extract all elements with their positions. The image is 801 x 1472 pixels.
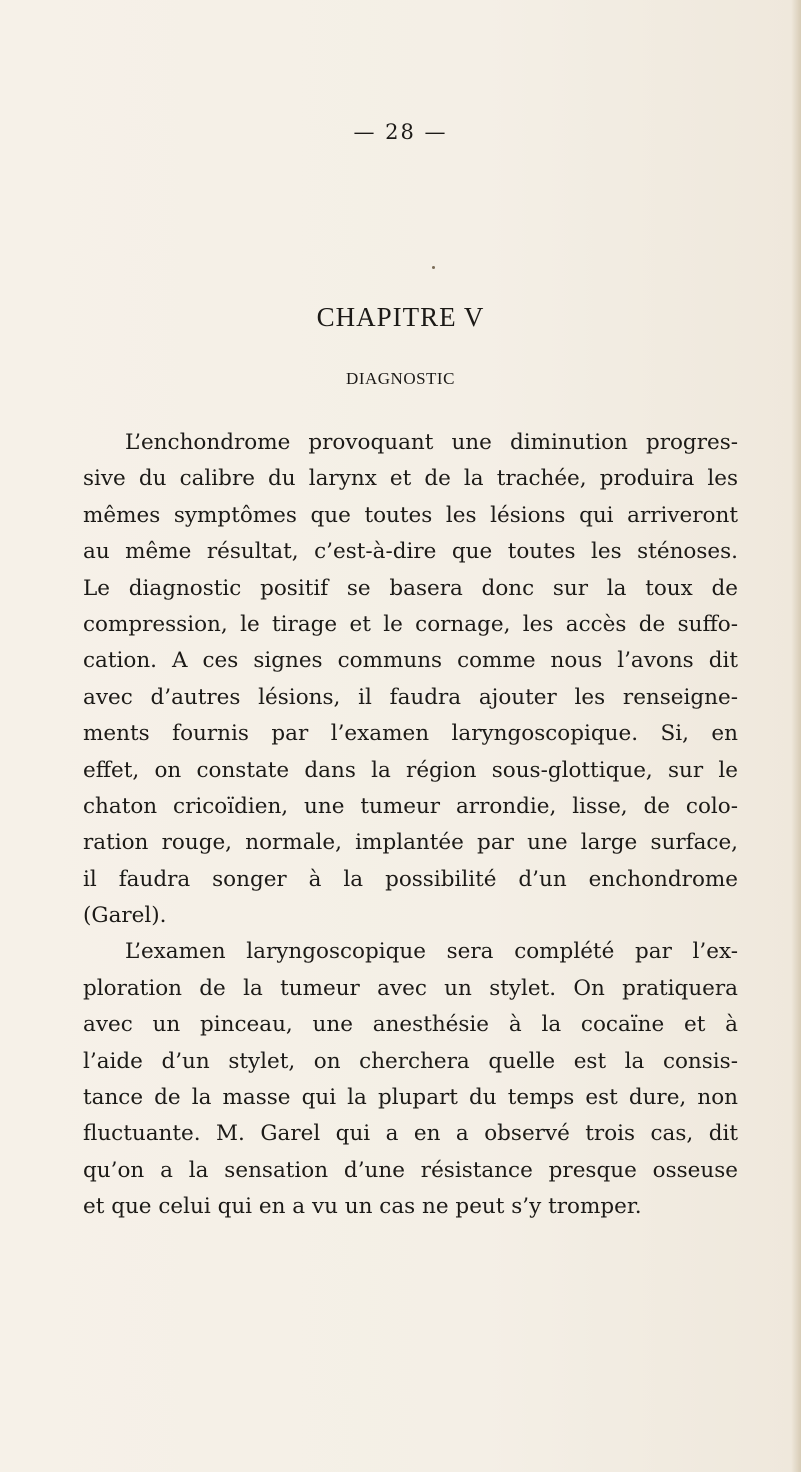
text-line: ration rouge, normale, implantée par une large surface,	[83, 830, 738, 856]
text-line: et que celui qui en a vu un cas ne peut s’y tromper.	[83, 1194, 642, 1220]
text-line: fluctuante. M. Garel qui a en a observé trois cas, dit	[83, 1121, 738, 1147]
text-line: avec un pinceau, une anesthésie à la cocaïne et à	[83, 1012, 738, 1038]
page-edge-shadow	[791, 0, 801, 1472]
text-line: ploration de la tumeur avec un stylet. On pratiquera	[83, 975, 738, 1001]
text-line: il faudra songer à la possibilité d’un enchondrome	[83, 866, 738, 892]
text-line: chaton cricoïdien, une tumeur arrondie, lisse, de colo-	[83, 793, 738, 819]
text-line: qu’on a la sensation d’une résistance presque osseuse	[83, 1157, 738, 1183]
text-line: tance de la masse qui la plupart du temps est dure, non	[83, 1085, 738, 1111]
text-line: L’examen laryngoscopique sera complété par l’ex-	[125, 939, 738, 965]
chapter-title: CHAPITRE V	[316, 302, 485, 332]
text-line: L’enchondrome provoquant une diminution progres-	[125, 430, 738, 455]
page-number: — 28 —	[353, 120, 448, 144]
text-line: mêmes symptômes que toutes les lésions qui arriveront	[83, 502, 738, 528]
text-line: sive du calibre du larynx et de la trachée, produira les	[83, 466, 738, 492]
paper-speck	[432, 266, 435, 269]
text-line: l’aide d’un stylet, on cherchera quelle est la consis-	[83, 1048, 738, 1074]
text-line: ments fournis par l’examen laryngoscopique. Si, en	[83, 721, 738, 747]
text-line: au même résultat, c’est-à-dire que toutes les sténoses.	[83, 539, 738, 565]
text-line: avec d’autres lésions, il faudra ajouter les renseigne-	[83, 684, 738, 710]
text-line: effet, on constate dans la région sous-glottique, sur le	[83, 757, 738, 783]
text-line: compression, le tirage et le cornage, les accès de suffo-	[83, 611, 738, 637]
body-text	[83, 425, 738, 1226]
section-title: DIAGNOSTIC	[346, 369, 455, 388]
text-line: cation. A ces signes communs comme nous l’avons dit	[83, 648, 738, 674]
text-line: Le diagnostic positif se basera donc sur la toux de	[83, 575, 738, 601]
paragraph-2	[83, 934, 738, 1225]
text-line: (Garel).	[83, 903, 167, 929]
paragraph-1	[83, 425, 738, 934]
